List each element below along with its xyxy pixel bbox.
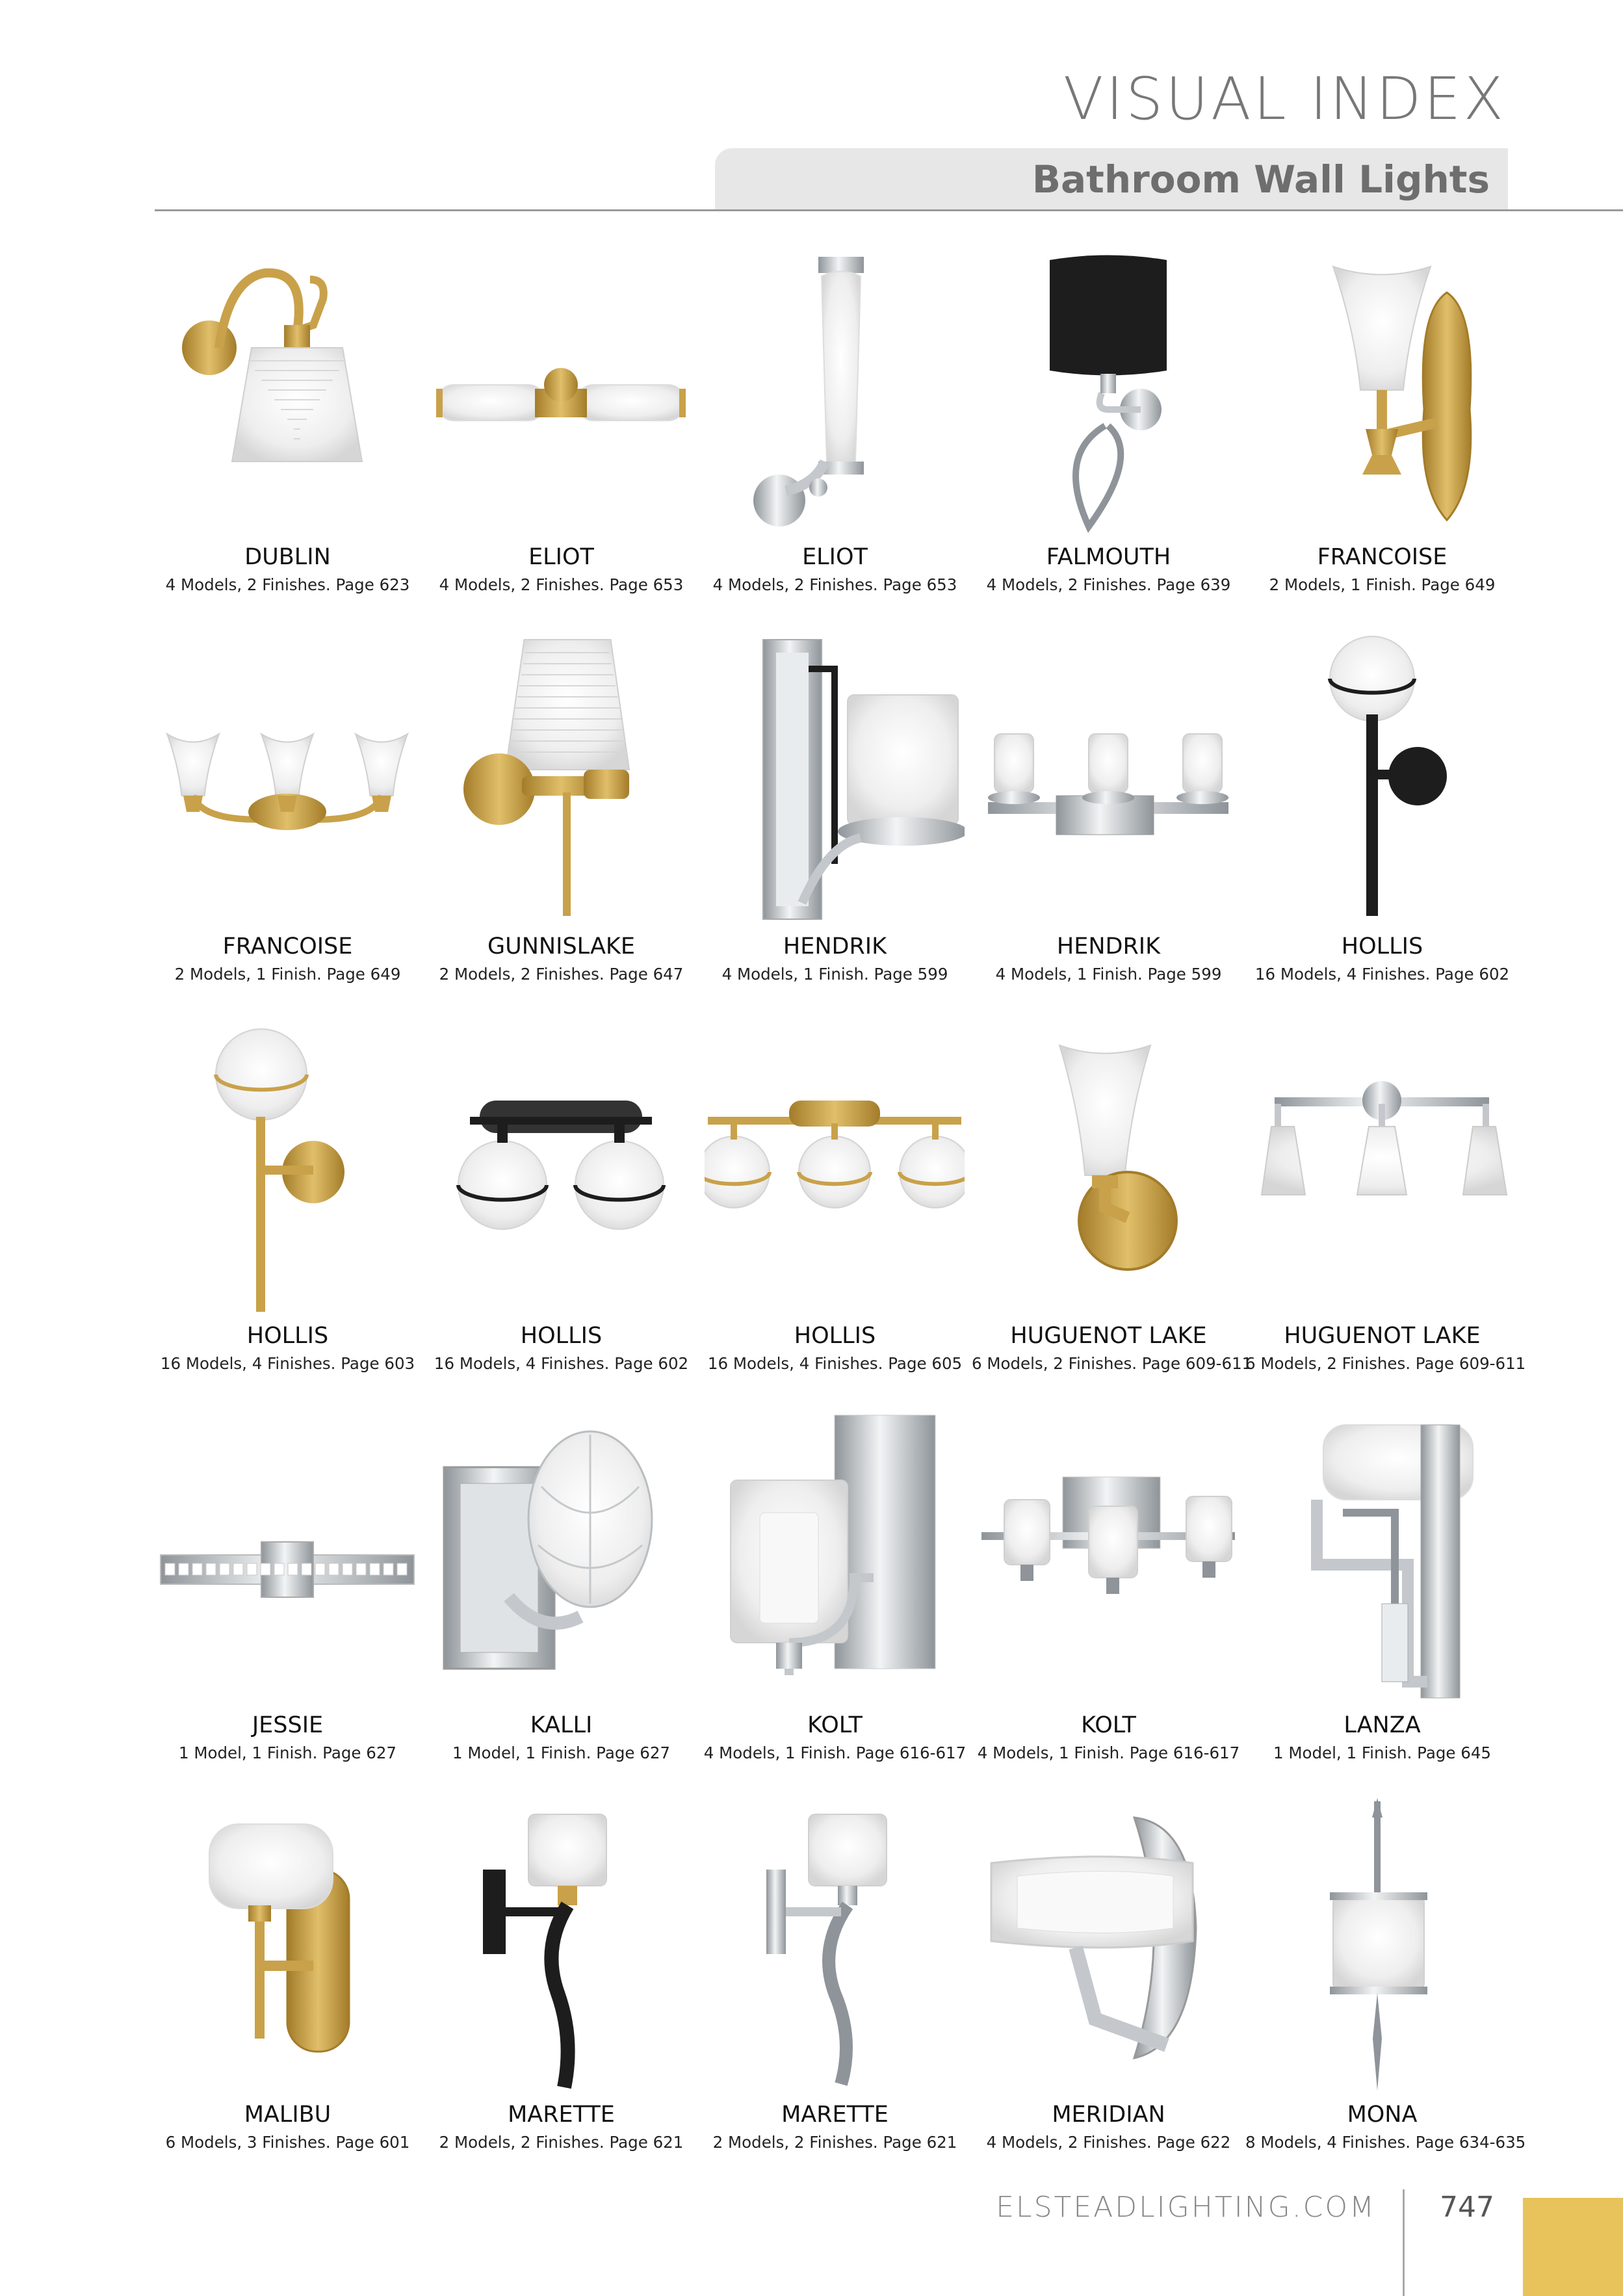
product-details: 6 Models, 2 Finishes. Page 609-611 <box>1245 1354 1526 1373</box>
meridian-lamp-icon <box>978 1798 1238 2091</box>
product-details: 16 Models, 4 Finishes. Page 602 <box>1254 965 1510 984</box>
product-name: HOLLIS <box>246 1323 329 1349</box>
product-details: 2 Models, 2 Finishes. Page 621 <box>439 2133 684 2152</box>
eliot-tube-lamp-icon <box>705 241 965 533</box>
product-card[interactable] <box>424 617 698 1006</box>
product-name: HOLLIS <box>794 1323 876 1349</box>
product-card[interactable] <box>424 1785 698 2174</box>
product-name: ELIOT <box>528 544 594 570</box>
product-details: 6 Models, 2 Finishes. Page 609-611 <box>972 1354 1253 1373</box>
product-card[interactable] <box>151 1785 424 2174</box>
jessie-bar-lamp-icon <box>157 1409 417 1701</box>
hendrik-triple-lamp-icon <box>978 630 1238 922</box>
kalli-lamp-icon <box>431 1409 691 1701</box>
product-details: 2 Models, 1 Finish. Page 649 <box>174 965 401 984</box>
product-card[interactable] <box>151 228 424 617</box>
francoise-triple-lamp-icon <box>157 630 417 922</box>
product-details: 1 Model, 1 Finish. Page 627 <box>452 1743 671 1762</box>
product-details: 2 Models, 2 Finishes. Page 621 <box>712 2133 957 2152</box>
header-divider <box>155 209 1623 211</box>
product-details: 4 Models, 2 Finishes. Page 623 <box>165 575 410 594</box>
product-name: HENDRIK <box>783 933 887 959</box>
section-title: Bathroom Wall Lights <box>1032 157 1490 202</box>
marette-black-lamp-icon <box>431 1798 691 2091</box>
huguenot-triple-lamp-icon <box>1252 1019 1512 1312</box>
product-name: MARETTE <box>508 2102 615 2128</box>
product-card[interactable] <box>1245 228 1519 617</box>
product-card[interactable] <box>972 1785 1245 2174</box>
product-card[interactable] <box>1245 1785 1526 2174</box>
lanza-lamp-icon <box>1252 1409 1512 1701</box>
eliot-bar-lamp-icon <box>431 241 691 533</box>
product-card[interactable] <box>698 1006 972 1396</box>
product-card[interactable] <box>1245 1006 1526 1396</box>
product-details: 4 Models, 2 Finishes. Page 622 <box>986 2133 1231 2152</box>
product-name: HENDRIK <box>1056 933 1161 959</box>
hollis-double-lamp-icon <box>431 1019 691 1312</box>
falmouth-lamp-icon <box>978 241 1238 533</box>
product-details: 16 Models, 4 Finishes. Page 602 <box>434 1354 689 1373</box>
product-name: MERIDIAN <box>1052 2102 1165 2128</box>
hollis-brass-lamp-icon <box>157 1019 417 1312</box>
dublin-lamp-icon <box>157 241 417 533</box>
product-card[interactable] <box>151 617 424 1006</box>
product-card[interactable] <box>1245 617 1519 1006</box>
product-details: 4 Models, 1 Finish. Page 599 <box>721 965 948 984</box>
product-name: GUNNISLAKE <box>487 933 635 959</box>
product-name: HOLLIS <box>520 1323 603 1349</box>
hollis-triple-lamp-icon <box>705 1019 965 1312</box>
product-name: DUBLIN <box>244 544 331 570</box>
page-title: VISUAL INDEX <box>1063 65 1506 133</box>
product-card[interactable] <box>698 1785 972 2174</box>
marette-chrome-lamp-icon <box>705 1798 965 2091</box>
product-name: HUGUENOT LAKE <box>1284 1323 1481 1349</box>
footer-divider <box>1403 2189 1405 2296</box>
product-details: 2 Models, 2 Finishes. Page 647 <box>439 965 684 984</box>
product-details: 16 Models, 4 Finishes. Page 605 <box>707 1354 963 1373</box>
product-name: FALMOUTH <box>1046 544 1171 570</box>
product-card[interactable] <box>972 1396 1245 1785</box>
product-details: 4 Models, 1 Finish. Page 616-617 <box>977 1743 1240 1762</box>
product-name: MONA <box>1347 2102 1418 2128</box>
product-name: MALIBU <box>244 2102 331 2128</box>
product-name: FRANCOISE <box>222 933 353 959</box>
product-details: 2 Models, 1 Finish. Page 649 <box>1269 575 1496 594</box>
product-card[interactable] <box>972 228 1245 617</box>
product-name: LANZA <box>1344 1712 1421 1738</box>
product-card[interactable] <box>424 1396 698 1785</box>
product-card[interactable] <box>424 228 698 617</box>
product-card[interactable] <box>151 1006 424 1396</box>
mona-lamp-icon <box>1252 1798 1512 2091</box>
product-details: 4 Models, 2 Finishes. Page 653 <box>712 575 957 594</box>
product-card[interactable] <box>1245 1396 1519 1785</box>
product-name: KOLT <box>1081 1712 1136 1738</box>
product-name: KALLI <box>530 1712 593 1738</box>
product-details: 4 Models, 1 Finish. Page 616-617 <box>703 1743 967 1762</box>
product-name: ELIOT <box>802 544 868 570</box>
website-url[interactable]: ELSTEADLIGHTING.COM <box>996 2191 1376 2224</box>
product-details: 6 Models, 3 Finishes. Page 601 <box>165 2133 410 2152</box>
page-tab-marker <box>1523 2198 1623 2296</box>
francoise-lamp-icon <box>1252 241 1512 533</box>
hollis-black-lamp-icon <box>1252 630 1512 922</box>
product-card[interactable] <box>972 617 1245 1006</box>
product-card[interactable] <box>424 1006 698 1396</box>
product-card[interactable] <box>698 1396 972 1785</box>
product-details: 4 Models, 2 Finishes. Page 639 <box>986 575 1231 594</box>
product-details: 1 Model, 1 Finish. Page 645 <box>1273 1743 1492 1762</box>
malibu-lamp-icon <box>157 1798 417 2091</box>
product-details: 1 Model, 1 Finish. Page 627 <box>178 1743 397 1762</box>
page-number: 747 <box>1440 2191 1494 2224</box>
kolt-triple-lamp-icon <box>978 1409 1238 1701</box>
product-name: FRANCOISE <box>1317 544 1448 570</box>
product-card[interactable] <box>698 228 972 617</box>
section-header-bar <box>715 148 1508 209</box>
kolt-lamp-icon <box>705 1409 965 1701</box>
product-details: 4 Models, 1 Finish. Page 599 <box>995 965 1222 984</box>
product-grid <box>151 228 1526 2174</box>
product-card[interactable] <box>151 1396 424 1785</box>
product-name: MARETTE <box>781 2102 889 2128</box>
huguenot-lamp-icon <box>978 1019 1238 1312</box>
product-name: HOLLIS <box>1341 933 1423 959</box>
gunnislake-lamp-icon <box>431 630 691 922</box>
product-details: 8 Models, 4 Finishes. Page 634-635 <box>1245 2133 1526 2152</box>
product-card[interactable] <box>698 617 972 1006</box>
product-card[interactable] <box>972 1006 1253 1396</box>
hendrik-lamp-icon <box>705 630 965 922</box>
product-details: 4 Models, 2 Finishes. Page 653 <box>439 575 684 594</box>
product-details: 16 Models, 4 Finishes. Page 603 <box>160 1354 415 1373</box>
product-name: HUGUENOT LAKE <box>1010 1323 1207 1349</box>
product-name: KOLT <box>807 1712 863 1738</box>
product-name: JESSIE <box>252 1712 324 1738</box>
